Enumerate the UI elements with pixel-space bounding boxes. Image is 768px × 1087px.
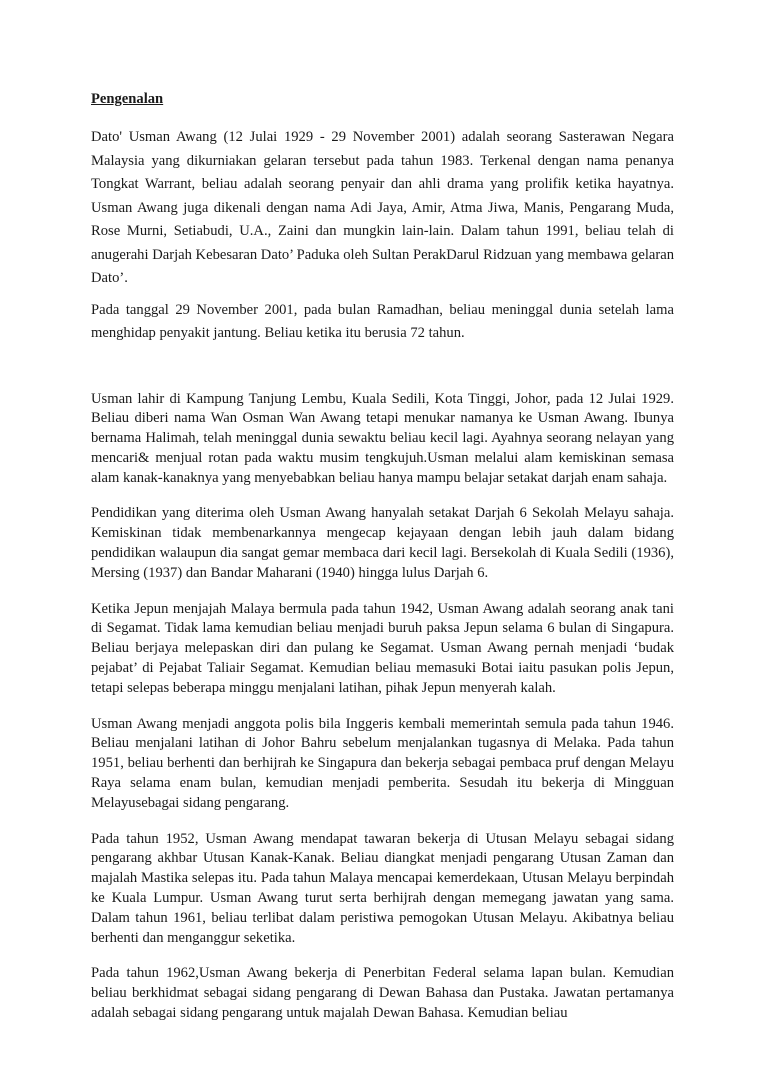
body-paragraph: Usman lahir di Kampung Tanjung Lembu, Kuala Sedili, Kota Tinggi, Johor, pada 12 Julai 1929. Beliau diberi nama Wan Osman Wan Awang tetapi menukar namanya ke Usman Awang. Ibunya bernama Halimah, telah meninggal dunia sewaktu beliau kecil lagi. Ayahnya seorang nelayan yang mencari& menjual rotan pada waktu musim tengkujuh.Usman melalui alam kemiskinan semasa alam kanak-kanaknya yang menyebabkan beliau hanya mampu belajar setakat darjah enam sahaja. [91, 390, 674, 486]
body-paragraph: Ketika Jepun menjajah Malaya bermula pada tahun 1942, Usman Awang adalah seorang anak tani di Segamat. Tidak lama kemudian beliau menjadi buruh paksa Jepun selama 6 bulan di Singapura. Beliau berjaya melepaskan diri dan pulang ke Segamat. Usman Awang pernah menjadi ‘budak pejabat’ di Pejabat Taliair Segamat. Kemudian beliau memasuki Botai iaitu pasukan polis Jepun, tetapi selepas beberapa minggu menjalani latihan, pihak Jepun menyerah kalah. [91, 600, 674, 696]
body-paragraph: Pendidikan yang diterima oleh Usman Awang hanyalah setakat Darjah 6 Sekolah Melayu sahaja. Kemiskinan tidak membenarkannya mengecap kejayaan dengan lebih jauh dalam bidang pendidikan walaupun dia sangat gemar membaca dari kecil lagi. Bersekolah di Kuala Sedili (1936), Mersing (1937) dan Bandar Maharani (1940) hingga lulus Darjah 6. [91, 505, 674, 581]
intro-paragraph: Dato' Usman Awang (12 Julai 1929 - 29 November 2001) adalah seorang Sasterawan Negara Malaysia yang dikurniakan gelaran tersebut pada tahun 1983. Terkenal dengan nama penanya Tongkat Warrant, beliau adalah seorang penyair dan ahli drama yang prolifik ketika hayatnya. Usman Awang juga dikenali dengan nama Adi Jaya, Amir, Atma Jiwa, Manis, Pengarang Muda, Rose Murni, Setiabudi, U.A., Zaini dan mungkin lain-lain. Dalam tahun 1991, beliau telah di anugerahi Darjah Kebesaran Dato’ Paduka oleh Sultan PerakDarul Ridzuan yang membawa gelaran Dato’. [91, 129, 674, 286]
intro-section [91, 126, 674, 346]
body-paragraph: Usman Awang menjadi anggota polis bila Inggeris kembali memerintah semula pada tahun 1946. Beliau menjalani latihan di Johor Bahru sebelum menjalankan tugasnya di Melaka. Pada tahun 1951, beliau berhenti dan berhijrah ke Singapura dan bekerja sebagai pembaca pruf dengan Melayu Raya selama enam bulan, kemudian menjadi pemberita. Sesudah itu bekerja di Mingguan Melayusebagai sidang pengarang. [91, 715, 674, 811]
biography-section [91, 390, 674, 1024]
section-heading: Pengenalan [91, 91, 164, 107]
document-page [91, 88, 674, 1040]
body-paragraph: Pada tahun 1952, Usman Awang mendapat tawaran bekerja di Utusan Melayu sebagai sidang pengarang akhbar Utusan Kanak-Kanak. Beliau diangkat menjadi pengarang Utusan Zaman dan majalah Mastika selepas itu. Pada tahun Malaya mencapai kemerdekaan, Utusan Melayu berpindah ke Kuala Lumpur. Usman Awang turut serta berhijrah dengan memegang jawatan yang sama. Dalam tahun 1961, beliau terlibat dalam peristiwa pemogokan Utusan Melayu. Akibatnya beliau berhenti dan menganggur seketika. [91, 830, 674, 946]
body-paragraph: Pada tahun 1962,Usman Awang bekerja di Penerbitan Federal selama lapan bulan. Kemudian beliau berkhidmat sebagai sidang pengarang di Dewan Bahasa dan Pustaka. Jawatan pertamanya adalah sebagai sidang pengarang untuk majalah Dewan Bahasa. Kemudian beliau [91, 965, 674, 1022]
intro-paragraph: Pada tanggal 29 November 2001, pada bulan Ramadhan, beliau meninggal dunia setelah lama menghidap penyakit jantung. Beliau ketika itu berusia 72 tahun. [91, 301, 674, 341]
